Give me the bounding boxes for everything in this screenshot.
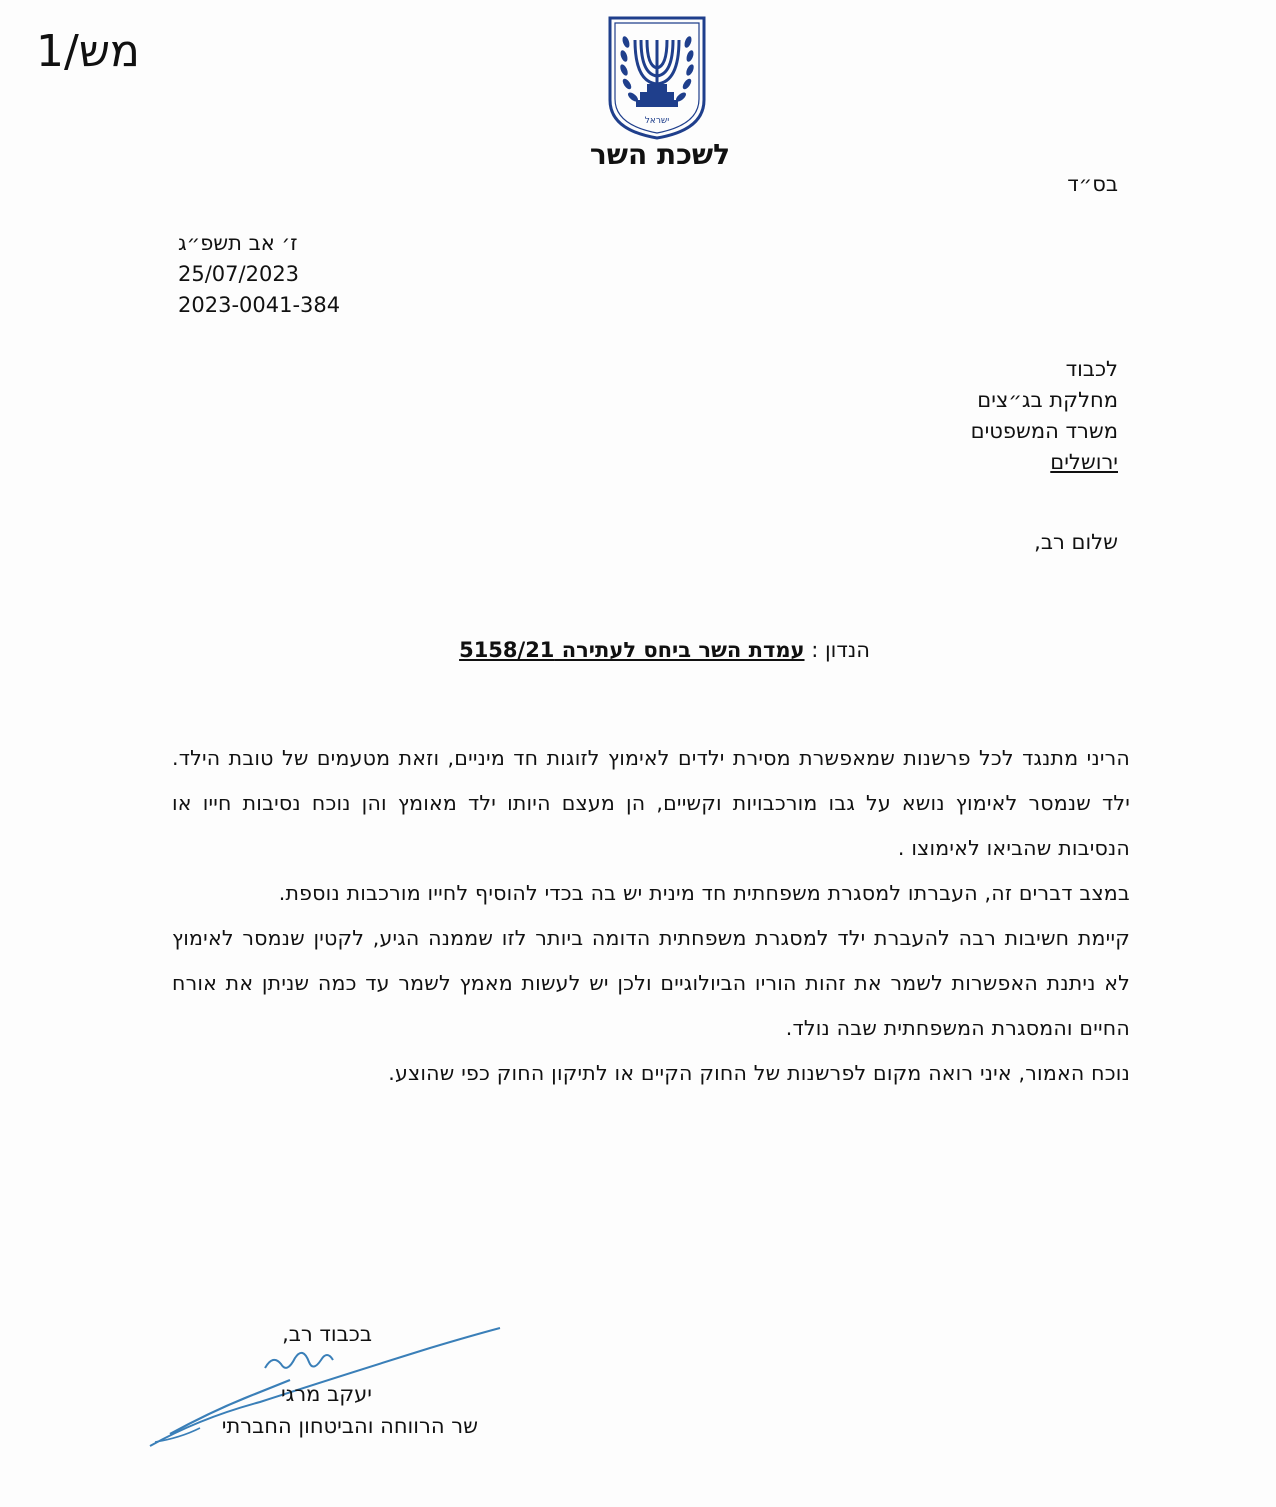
exhibit-label: מש/1 bbox=[36, 26, 140, 77]
recipient-department: מחלקת בג״צים bbox=[977, 388, 1118, 412]
subject-label: הנדון : bbox=[811, 638, 870, 662]
letter-body bbox=[172, 736, 1130, 1096]
recipient-city: ירושלים bbox=[1050, 450, 1118, 474]
header-bsd: בס״ד bbox=[1067, 172, 1118, 196]
recipient-ministry: משרד המשפטים bbox=[970, 419, 1118, 443]
greeting: שלום רב, bbox=[1034, 530, 1118, 554]
body-paragraph: הריני מתנגד לכל פרשנות שמאפשרת מסירת ילדים לאימוץ לזוגות חד מיניים, וזאת מטעמים של טובת הילד. ילד שנמסר לאימוץ נושא על גבו מורכבויות וקשיים, הן מעצם היותו ילד מאומץ והן נוכח נסיבות חייו או הנסיבות שהביאו לאימוצו . bbox=[172, 746, 1130, 860]
recipient-salutation: לכבוד bbox=[1065, 357, 1118, 381]
recipient-block bbox=[971, 354, 1118, 478]
signatory-title: שר הרווחה והביטחון החברתי bbox=[221, 1414, 478, 1438]
signatory-name: יעקב מרגי bbox=[280, 1382, 372, 1406]
body-paragraph: במצב דברים זה, העברתו למסגרת משפחתית חד מינית יש בה בכדי להוסיף לחייו מורכבות נוספת. bbox=[278, 881, 1130, 905]
emblem-inscription: ישראל bbox=[644, 116, 670, 126]
reference-number: 2023-0041-384 bbox=[178, 293, 341, 317]
letter-meta bbox=[178, 228, 340, 321]
body-paragraph: קיימת חשיבות רבה להעברת ילד למסגרת משפחתית הדומה ביותר לזו שממנה הגיע, לקטין שנמסר לאימוץ לא ניתנת האפשרות לשמר את זהות הוריו הביולוגיים ולכן יש לעשות מאמץ לשמר עד כמה שניתן את אורח החיים והמסגרת המשפחתית שבה נולד. bbox=[172, 926, 1130, 1040]
office-title: לשכת השר bbox=[589, 138, 731, 171]
body-paragraph: נוכח האמור, איני רואה מקום לפרשנות של החוק הקיים או לתיקון החוק כפי שהוצע. bbox=[388, 1061, 1130, 1085]
date-gregorian: 25/07/2023 bbox=[178, 262, 300, 286]
subject-line bbox=[300, 638, 870, 662]
menorah-emblem-icon bbox=[602, 12, 712, 142]
closing: בכבוד רב, bbox=[282, 1322, 372, 1346]
subject-text: עמדת השר ביחס לעתירה 5158/21 bbox=[459, 638, 805, 662]
date-hebrew: ז׳ אב תשפ״ג bbox=[178, 231, 298, 255]
